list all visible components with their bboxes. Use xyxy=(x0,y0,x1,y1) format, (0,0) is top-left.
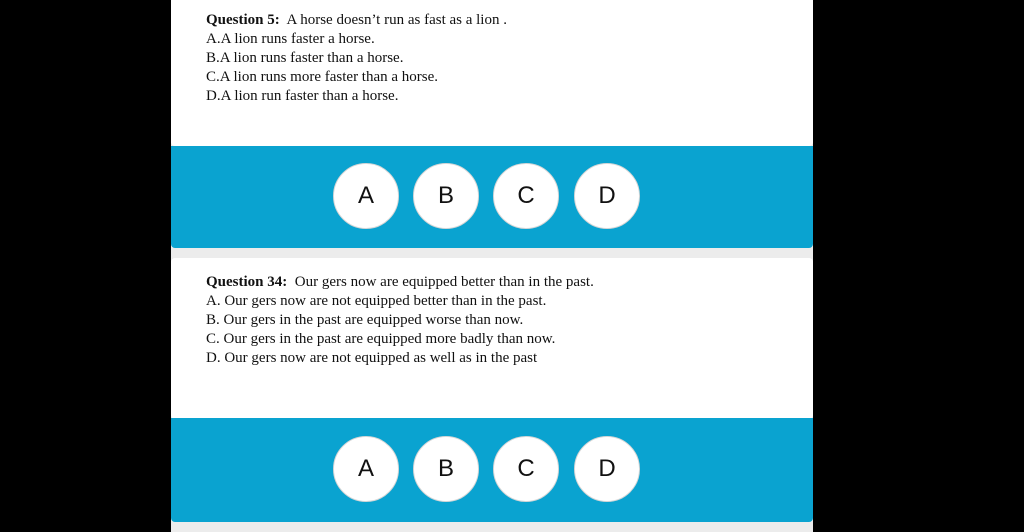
answer-bar-34 xyxy=(171,418,813,522)
question-card-34 xyxy=(171,258,813,419)
option-text-c: C.A lion runs more faster than a horse. xyxy=(206,69,439,85)
answer-button-b[interactable]: B xyxy=(413,163,479,229)
bottom-divider xyxy=(171,522,813,532)
question-prompt: A horse doesn’t run as fast as a lion . xyxy=(286,12,507,28)
answer-button-d[interactable]: D xyxy=(574,436,640,502)
question-text-34 xyxy=(206,273,594,368)
question-text-5 xyxy=(206,11,507,106)
option-text-b: B. Our gers in the past are equipped worse than now. xyxy=(206,312,524,328)
answer-button-b[interactable]: B xyxy=(413,436,479,502)
question-card-5 xyxy=(171,0,813,146)
option-text-d: D. Our gers now are not equipped as well as in the past xyxy=(206,350,538,366)
option-text-c: C. Our gers in the past are equipped more badly than now. xyxy=(206,331,556,347)
option-text-a: A. Our gers now are not equipped better than in the past. xyxy=(206,293,547,309)
quiz-stage xyxy=(171,0,813,532)
answer-button-c[interactable]: C xyxy=(493,163,559,229)
answer-button-a[interactable]: A xyxy=(333,163,399,229)
question-prompt: Our gers now are equipped better than in the past. xyxy=(294,274,594,290)
answer-button-d[interactable]: D xyxy=(574,163,640,229)
answer-button-c[interactable]: C xyxy=(493,436,559,502)
option-text-d: D.A lion run faster than a horse. xyxy=(206,88,399,104)
question-stem xyxy=(206,11,507,30)
question-label: Question 5: xyxy=(206,12,280,28)
option-text-a: A.A lion runs faster a horse. xyxy=(206,31,375,47)
option-text-b: B.A lion runs faster than a horse. xyxy=(206,50,404,66)
question-stem xyxy=(206,273,594,292)
answer-button-a[interactable]: A xyxy=(333,436,399,502)
question-label: Question 34: xyxy=(206,274,288,290)
answer-bar-5 xyxy=(171,146,813,248)
